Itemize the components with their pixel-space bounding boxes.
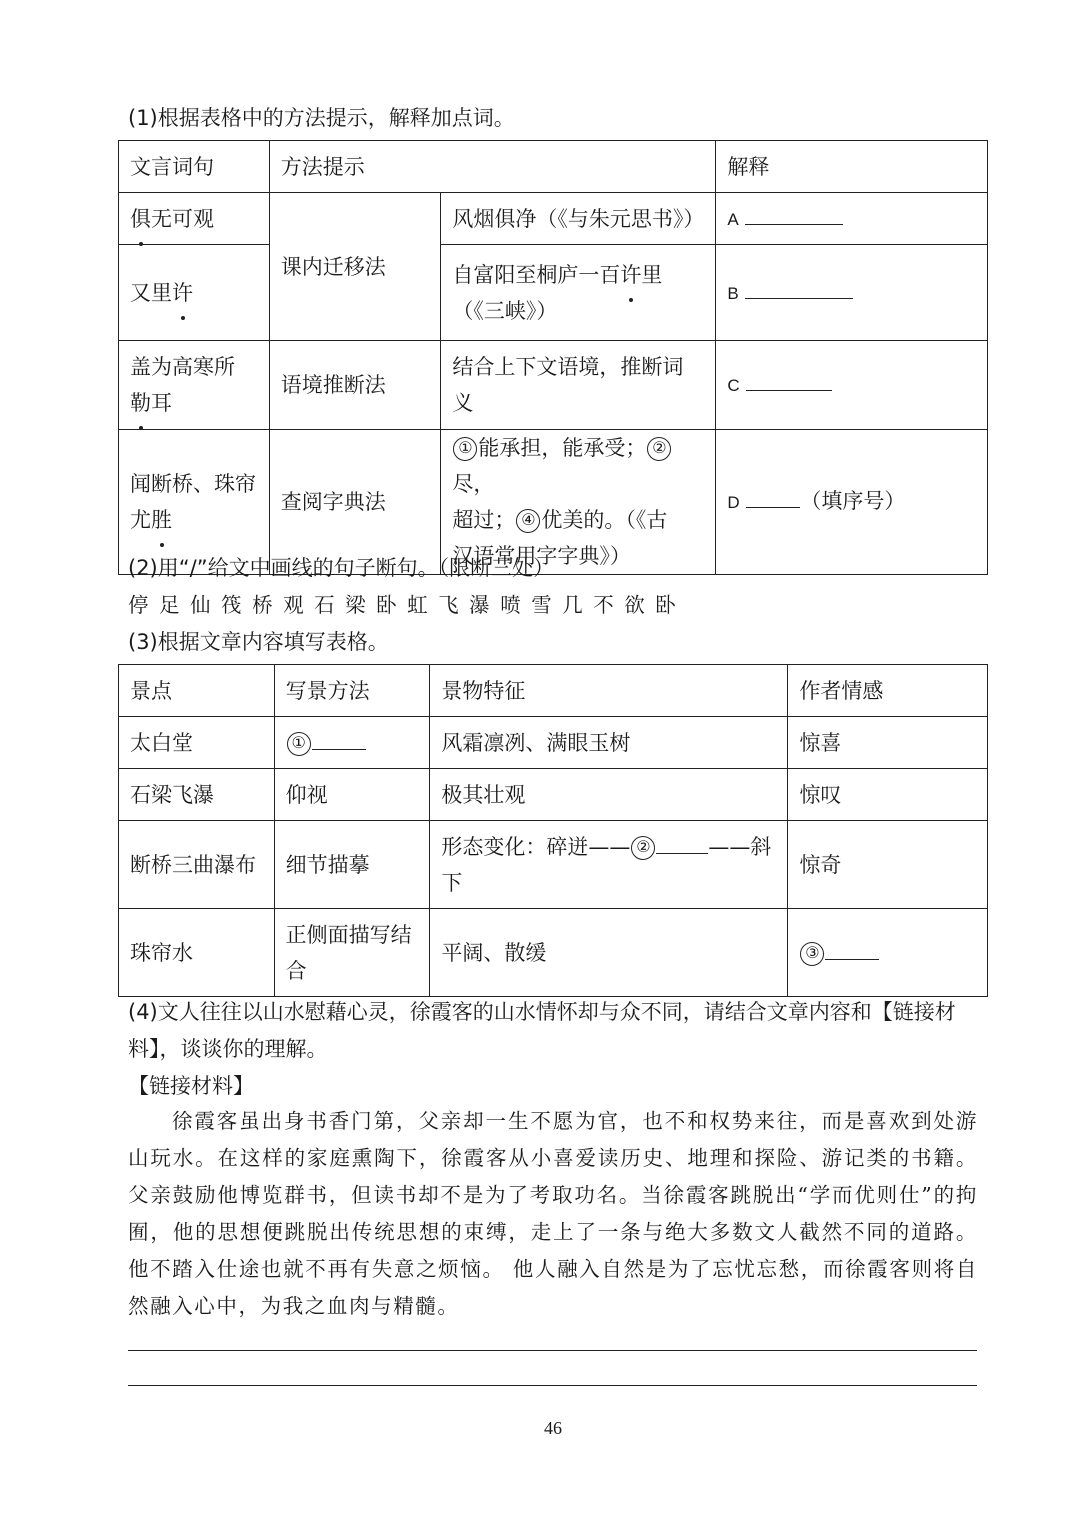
q1-header-phrase: 文言词句	[119, 141, 270, 193]
q3-header-emotion: 作者情感	[788, 665, 988, 717]
answer-blank[interactable]	[746, 389, 832, 391]
q1-row1-example: 风烟俱净（《与朱元思书》）	[441, 193, 716, 245]
q1-table	[118, 140, 988, 575]
q1-row3-example: 结合上下文语境，推断词义	[441, 341, 716, 430]
answer-blank[interactable]	[312, 748, 366, 750]
link-material-heading: 【链接材料】	[128, 1074, 254, 1098]
q3-row1-emotion: 惊喜	[788, 717, 988, 769]
answer-blank[interactable]	[825, 958, 879, 960]
dotted-char: 勒	[130, 385, 151, 421]
q3-row4-spot: 珠帘水	[119, 909, 275, 997]
answer-blank[interactable]	[745, 223, 843, 225]
q3-row3-feature[interactable]: 形态变化：碎迸—— ② ——斜 下	[430, 821, 788, 909]
q3-table	[118, 664, 988, 997]
q3-row4-method: 正侧面描写结 合	[274, 909, 430, 997]
dotted-char: 许	[172, 275, 193, 311]
q3-row2-feature: 极其壮观	[430, 769, 788, 821]
q1-merged-method: 课内迁移法	[269, 193, 441, 341]
dotted-char: 俱	[130, 201, 151, 237]
q3-row4-feature: 平阔、散缓	[430, 909, 788, 997]
q2-sentence: 停 足 仙 筏 桥 观 石 梁 卧 虹 飞 瀑 喷 雪 几 不 欲 卧	[128, 593, 678, 617]
q1-row2-phrase: 又里许	[119, 245, 270, 341]
q1-row1-phrase: 俱无可观	[119, 193, 270, 245]
q1-header-method: 方法提示	[269, 141, 716, 193]
q3-row3-spot: 断桥三曲瀑布	[119, 821, 275, 909]
answer-line-1[interactable]	[128, 1350, 977, 1351]
q1-header-explain: 解释	[716, 141, 988, 193]
q3-row3-emotion: 惊奇	[788, 821, 988, 909]
q3-row1-feature: 风霜凛冽、满眼玉树	[430, 717, 788, 769]
q3-row2-emotion: 惊叹	[788, 769, 988, 821]
q4-title-line1: (4)文人往往以山水慰藉心灵，徐霞客的山水情怀却与众不同，请结合文章内容和【链接材	[128, 1000, 956, 1024]
q1-answer-b[interactable]: B	[716, 245, 988, 341]
q1-answer-c[interactable]: C	[716, 341, 988, 430]
answer-blank[interactable]	[746, 506, 800, 508]
q1-row4-phrase: 闻断桥、珠帘 尤胜	[119, 430, 270, 575]
q1-row2-example: 自富阳至桐庐一百许里 （《三峡》）	[441, 245, 716, 341]
q1-row4-options: ① 能承担，能承受； ②尽， 超过； ④ 优美的。（《古 汉语常用字字典》）	[441, 430, 716, 575]
q3-header-feature: 景物特征	[430, 665, 788, 717]
q1-row4-method: 查阅字典法	[269, 430, 441, 575]
q2-title: (2)用“/”给文中画线的句子断句。（限断三处）	[128, 556, 555, 580]
link-material-passage: 徐霞客虽出身书香门第，父亲却一生不愿为官，也不和权势来往，而是喜欢到处游山玩水。在这样的家庭熏陶下，徐霞客从小喜爱读历史、地理和探险、游记类的书籍。父亲鼓励他博览群书，但读书却不是为了考取功名。当徐霞客跳脱出“学而优则仕”的拘囿，他的思想便跳脱出传统思想的束缚，走上了一条与绝大多数文人截然不同的道路。他不踏入仕途也就不再有失意之烦恼。 他人融入自然是为了忘忧忘愁，而徐霞客则将自然融入心中，为我之血肉与精髓。	[128, 1109, 978, 1318]
q3-row4-emotion[interactable]: ③	[788, 909, 988, 997]
q3-header-method: 写景方法	[274, 665, 430, 717]
q3-header-spot: 景点	[119, 665, 275, 717]
answer-line-2[interactable]	[128, 1385, 977, 1386]
answer-blank[interactable]	[745, 297, 853, 299]
dotted-char: 胜	[151, 502, 172, 538]
q4-title-line2: 料】，谈谈你的理解。	[128, 1037, 328, 1061]
q1-answer-a[interactable]: A	[716, 193, 988, 245]
q3-title: (3)根据文章内容填写表格。	[128, 630, 389, 654]
answer-blank[interactable]	[656, 852, 708, 854]
q3-row2-method: 仰视	[274, 769, 430, 821]
q1-row3-phrase: 盖为高寒所 勒耳	[119, 341, 270, 430]
q1-row3-method: 语境推断法	[269, 341, 441, 430]
q3-row3-method: 细节描摹	[274, 821, 430, 909]
dotted-char: 许	[620, 257, 641, 293]
q3-row1-method[interactable]: ①	[274, 717, 430, 769]
q3-row2-spot: 石梁飞瀑	[119, 769, 275, 821]
q3-row1-spot: 太白堂	[119, 717, 275, 769]
q1-answer-d[interactable]: D （填序号）	[716, 430, 988, 575]
page-number: 46	[544, 1418, 562, 1438]
q1-title: (1)根据表格中的方法提示，解释加点词。	[128, 106, 515, 130]
